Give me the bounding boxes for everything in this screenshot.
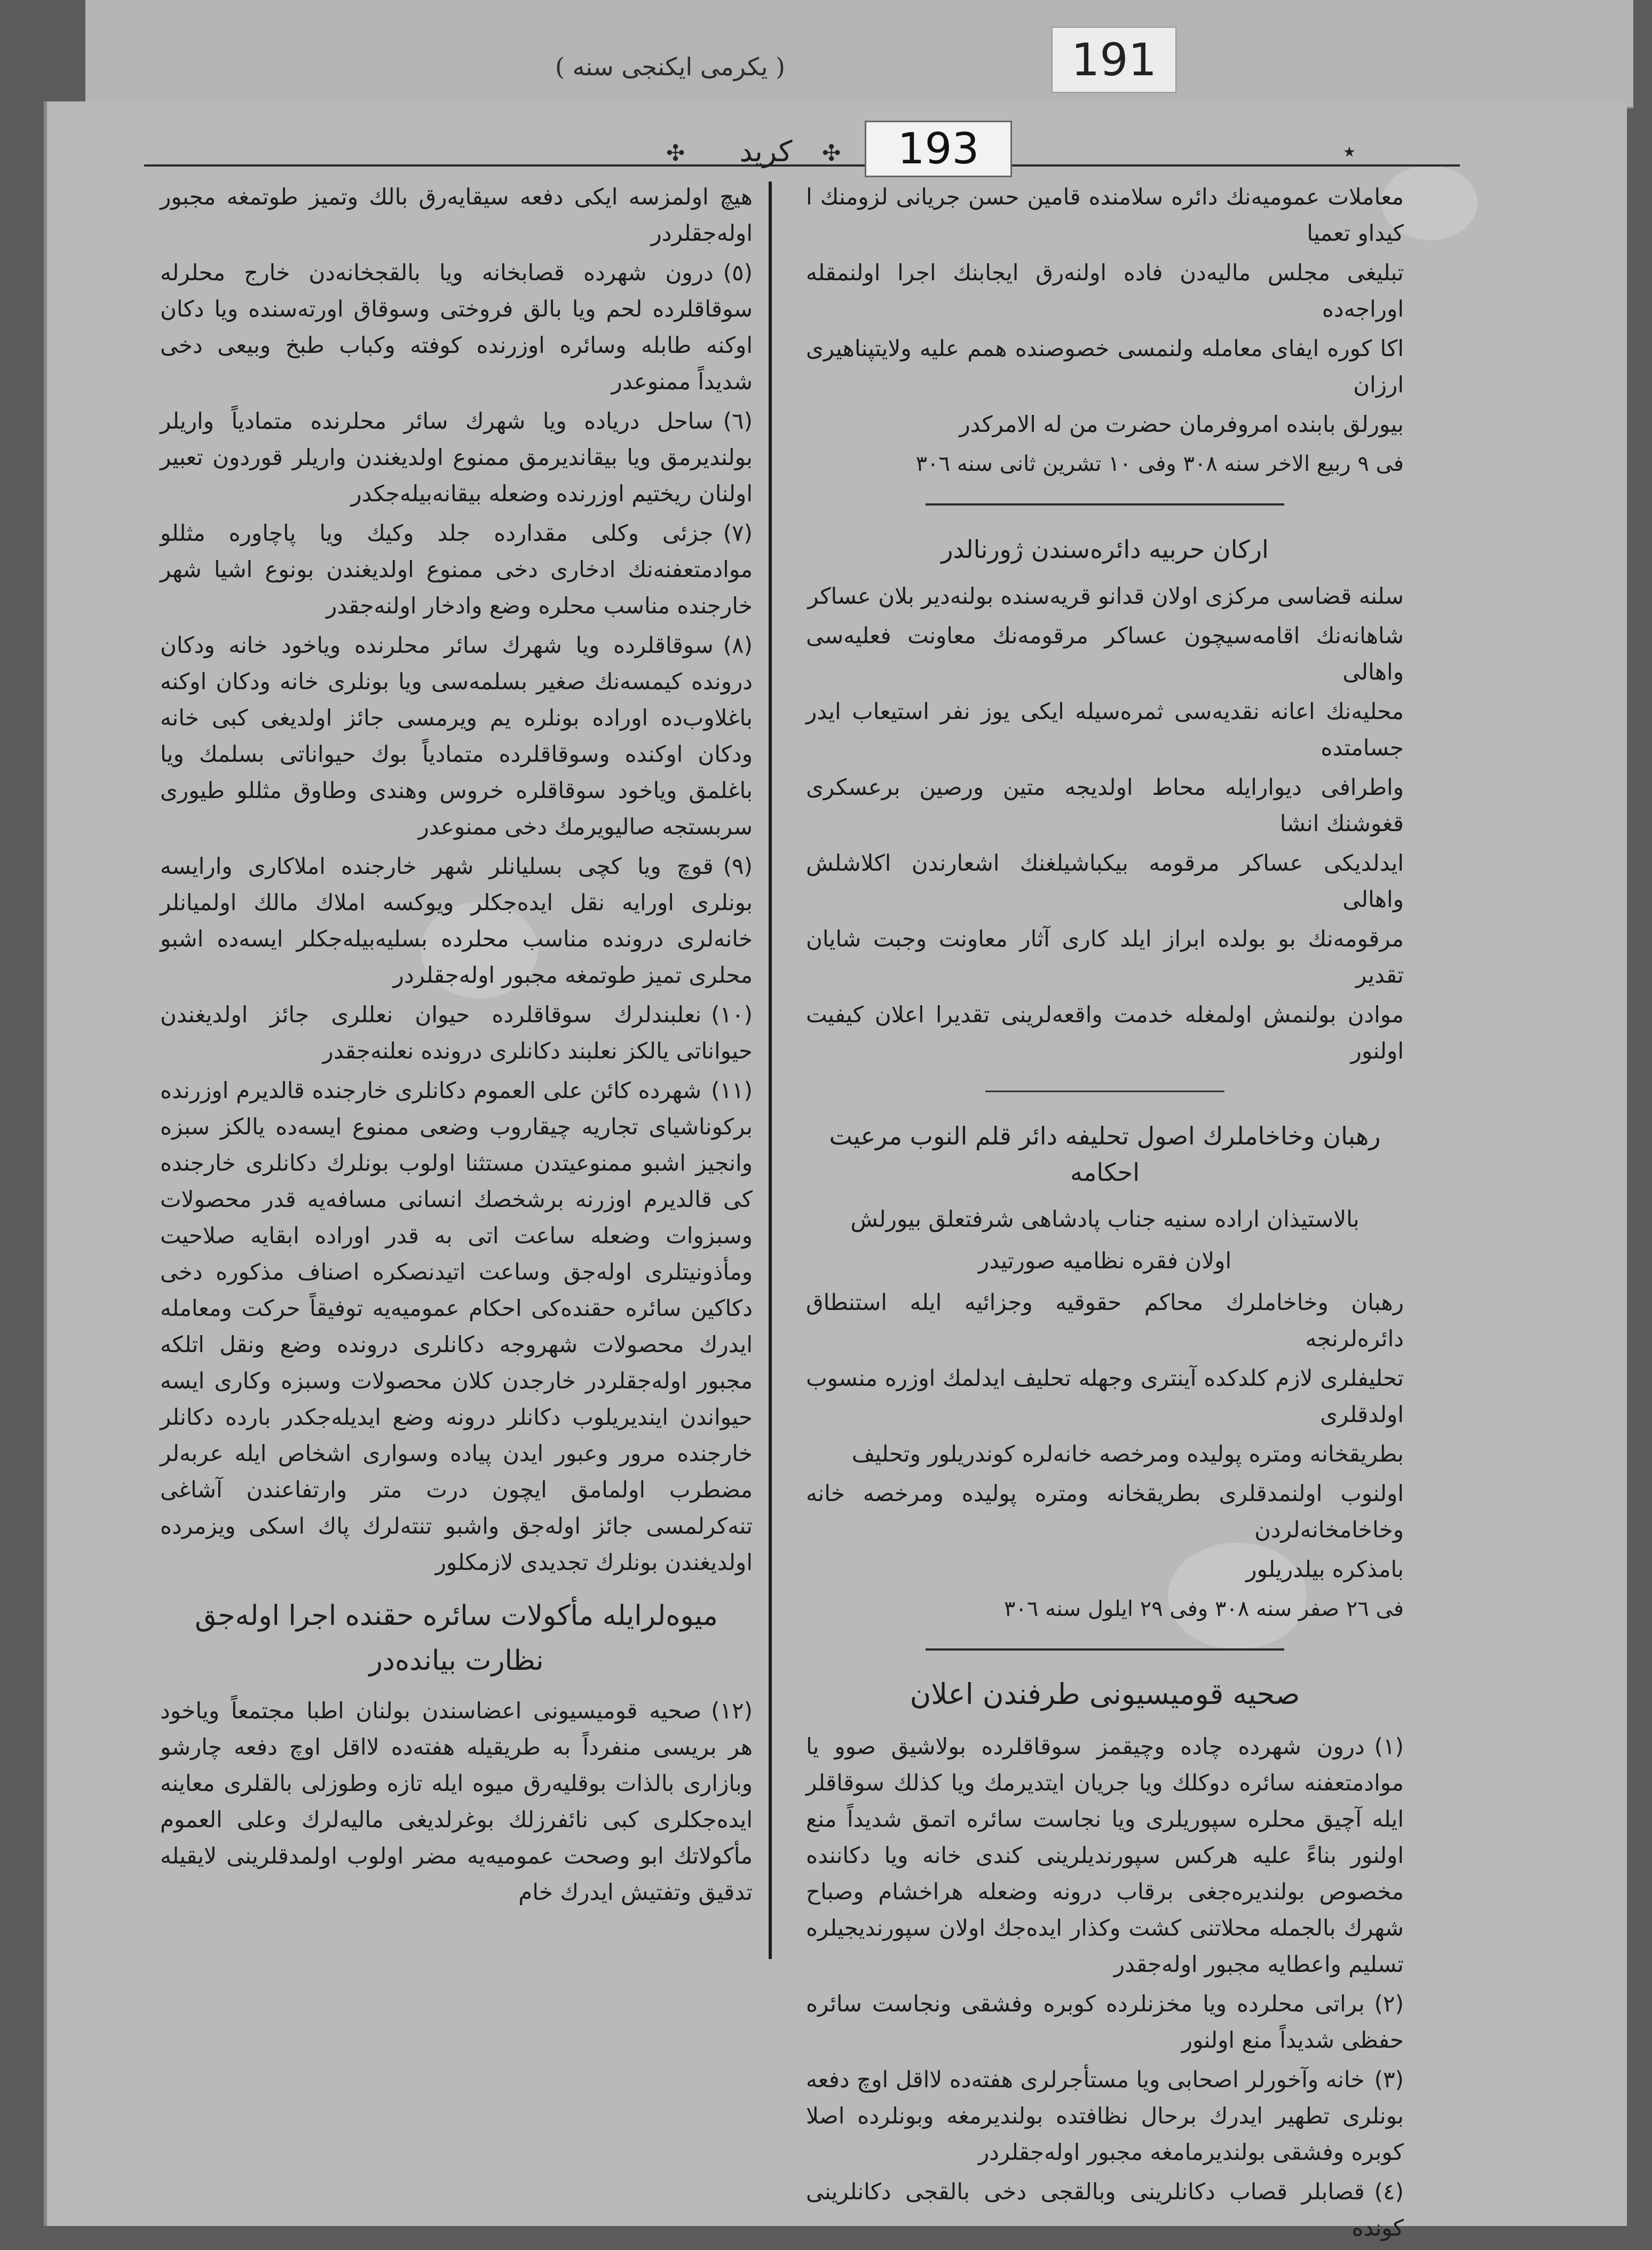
body-line: واطرافی دیوارایله محاط اولدیجه متین ورصین برعسکری قغوشنك انشا: [806, 774, 1404, 836]
star-icon: ٭: [1343, 138, 1356, 165]
numbered-paragraph: [160, 848, 753, 993]
intro-line: معاملات عمومیه‌نك دائره سلامنده قامین حسن جریانی لزومنك ا کیداو تعمیا: [806, 184, 1404, 246]
running-title: کرید: [739, 135, 793, 168]
heading-line: میوه‌لرایله مأکولات سائره حقنده اجرا اوله‌جق: [195, 1600, 718, 1632]
item-text: درون شهرده چاده وچیقمز سوقاقلرده بولاشیق صوو یا موادمتعفنه سائره دوکلك ویا جریان ایتدیرمك ویا كذلك سوقاقلر ایله آچیق محلره سپوریلری ویا نجاست سائره اتمق شدیداً منع اولنور بناءً علیه هرکس سپورندیلرینی کندی خانه ویا دکاننده مخصوص بولندیره‌جغی برقاب درونه وضعله هراخشام وصباح شهرك بالجمله محلاتنی کشت وکذار ایده‌جك اولان سپورندیجیلره تسلیم واعطایه مجبور اوله‌جقدر: [806, 1733, 1404, 1977]
item-number: (٦): [723, 408, 753, 434]
item-number: (١): [1374, 1733, 1404, 1759]
item-text: سوقاقلرده ویا شهرك سائر محلرنده ویاخود خانه ودکان درونده کیمسه‌نك صغیر بسلمه‌سی ویا بونلری خانه ودکان اوکنه باغلاوب‌ده اوراده بونلره یم ویرمسی جائز اولدیغی کبی خانه ودکان اوکنده وسوقاقلرده متمادیاً بوك حیواناتی بسلمك ویا باغلمق ویاخود سوقاقلره خروس وهندی وطاوق مثللو طیوری سربستجه صالیویرمك دخی ممنوعدر: [160, 632, 753, 840]
section-title: رهبان وخاخاملرك اصول تحلیفه دائر قلم النوب مرعیت احکامه: [829, 1122, 1381, 1187]
back-sheet: [85, 0, 1633, 108]
item-text: ساحل دریاده ویا شهرك سائر محلرنده متمادیاً واریلر بولندیرمق ویا بیقاندیرمق ممنوع اولدیغندن واریلر قوردون تعبیر اولنان ریختیم اوزرنده وضعله بیقانه‌بیله‌جکدر: [160, 408, 753, 507]
body-line: رهبان وخاخاملرك محاکم حقوقیه وجزائیه ایله استنطاق دائره‌لرنجه: [806, 1289, 1404, 1352]
item-text: براتی محلرده ویا مخزنلرده کوبره وفشقی ونجاست سائره حفظی شدیداً منع اولنور: [806, 1991, 1404, 2053]
numbered-paragraph: [160, 1693, 753, 1910]
section-rule: [985, 1091, 1224, 1092]
numbered-paragraph: [160, 997, 753, 1069]
item-number: (١٢): [711, 1698, 753, 1724]
item-text: صحیه قومیسیونی اعضاسندن بولنان اطبا مجتمعاً ویاخود هر بریسی منفرداً به طریقیله هفته‌ده لااقل اوچ دفعه چارشو وبازاری بالذات بوقلیه‌رق میوه ایله تازه وطوزلی بالقلری معاینه ایده‌جکلری کبی نائفرزلك بوغرلدیغی مالیه‌لرك وعلی العموم مأکولاتك ابو وصحت عمومیه‌یه مضر اولوب اولمدقلرینی لایقیله تدقیق وتفتیش ایدرك خام: [160, 1698, 753, 1905]
item-number: (١١): [711, 1077, 753, 1103]
section-rule: [926, 503, 1284, 506]
item-text: قصابلر قصاب دکانلرینی وبالقجی دخی بالقجی دکانلرینی کونده: [806, 2178, 1404, 2241]
item-text: درون شهرده قصابخانه ویا بالقجخانه‌دن خارج محلرله سوقاقلرده لحم ویا بالق فروختی وسوقاق اورته‌سنده ویا دکان اوکنه طابله وسائره اوزرنده کوفته وکباب طبخ وبیعی دخی شدیداً ممنوعدر: [160, 259, 753, 394]
intro-line: بیورلق بابنده امروفرمان حضرت من له الامرکدر: [959, 411, 1404, 437]
heading-line: نظارت بیانده‌در: [369, 1645, 544, 1677]
intro-line: تبلیغی مجلس مالیه‌دن فاده اولنه‌رق ایجابنك اجرا اولنمقله اوراجه‌ده: [806, 259, 1404, 322]
body-line: بطریقخانه ومتره پولیده ومرخصه خانه‌لره کوندریلور وتحلیف: [851, 1441, 1404, 1467]
item-number: (٩): [723, 853, 753, 879]
numbered-paragraph: [160, 255, 753, 400]
item-number: (٢): [1374, 1991, 1404, 2017]
item-text: جزئی وکلی مقدارده جلد وکیك ویا پاچاوره مثللو موادمتعفنه‌نك ادخاری دخی ممنوع اولدیغندن بونوع اشیا شهر خارجنده مناسب محلره وضع وادخار اولنه‌جقدر: [160, 520, 753, 619]
numbered-paragraph: [160, 1072, 753, 1581]
ornament-left-icon: ✣: [666, 140, 685, 166]
item-number: (٣): [1374, 2066, 1404, 2093]
page-number: 193: [865, 121, 1012, 177]
body-line: اولنوب اولنمدقلری بطریقخانه ومتره پولیده ومرخصه خانه وخاخامخانه‌لردن: [806, 1480, 1404, 1543]
numbered-paragraph: [160, 403, 753, 512]
body-line: موادن بولنمش اولمغله خدمت واقعه‌لرینی تقدیرا اعلان کیفیت اولنور: [806, 1001, 1404, 1064]
body-line: ایدلدیکی عساکر مرقومه بیکباشیلغنك اشعارندن اکلاشلش واهالی: [806, 850, 1404, 912]
item-text: نعلبندلرك سوقاقلرده حیوان نعللری جائز اولدیغندن حیواناتی یالکز نعلبند دکانلری درونده نعلنه‌جقدر: [160, 1001, 753, 1064]
left-column: [160, 179, 753, 1983]
item-number: (٨): [723, 632, 753, 658]
body-line: تحلیفلری لازم کلدکده آینتری وجهله تحلیف ایدلمك اوزره منسوب اولدقلری: [806, 1365, 1404, 1427]
section-title: ارکان حربیه دائره‌سندن ژورنالدر: [941, 535, 1269, 564]
body-line: بامذکره بیلدریلور: [1246, 1556, 1404, 1582]
item-text: قوچ ویا کچی بسلیانلر شهر خارجنده املاکاری وارایسه بونلری اورایه نقل ایده‌جکلر ویوکسه املاك مالك اولمیانلر خانه‌لری درونده مناسب محلرده بسلیه‌بیله‌جکلر ایسه‌ده اشبو محلری تمیز طوتمغه مجبور اوله‌جقلردر: [160, 853, 753, 988]
intro-line: هیچ اولمزسه ایکی دفعه سیقایه‌رق بالك وتمیز طوتمغه مجبور اوله‌جقلردر: [160, 184, 753, 246]
back-running-title: ( یکرمی ایکنجی سنه ): [555, 52, 785, 81]
item-text: شهرده کائن علی العموم دکانلری خارجنده قالدیرم اوزرنده برکوناشیای تجاریه چیقاروب وضعی ممنوع ایسه‌ده یالکز سبزه وانجیز اشبو ممنوعیتدن مستثنا اولوب بونلرك دکانلری خارجنده کی قالدیرم اوزرنه برشخصك انسانی مسافه‌یه قدر محصولات وسبزوات وضعله ساعت اتی به قدر اوراده ابقایه صلاحیت ومأذونیتلری اوله‌جق وساعت اتیدنصکره اصناف مذکوره دخی دکاکین سائره حقنده‌کی احکام عمومیه‌یه توفیقاً حرکت ومعامله ایدرك محصولات شهرو‌جه دکانلری درونده وضع ونقل اتلکه مجبور اوله‌جقلردر خارجدن کلان محصولات وسبزه وکاری ایسه حیواندن ایندیریلوب دکانلر درونه وضع ایدیله‌جکدر بارده دکانلر خارجنده مرور وعبور ایدن پیاده وسواری اشخاص ایله عربه‌لر مضطرب اولمامق ایچون درت متر وارتفاعندن آشاغی تنه‌کرلمسی جائز اوله‌جق واشبو تنته‌لرك پاك اسکی ویزمرده اولدیغندن بونلرك تجدیدی لازمکلور: [160, 1077, 753, 1575]
section-subtitle: اولان فقره نظامیه صورتیدر: [978, 1248, 1232, 1274]
intro-line: اکا کوره ایفای معامله ولنمسی خصوصنده همم علیه ولایتپناهیری ارزان: [806, 335, 1404, 398]
item-number: (٧): [723, 520, 753, 546]
date-line: فی ٢٦ صفر سنه ٣٠٨ وفی ٢٩ ایلول سنه ٣٠٦: [1003, 1597, 1404, 1621]
numbered-paragraph: [806, 1986, 1404, 2058]
body-line: شاهانه‌نك اقامه‌سیچون عساکر مرقومه‌نك معاونت فعلیه‌سی واهالی: [806, 622, 1404, 685]
item-number: (٤): [1374, 2178, 1404, 2205]
section-heading: [160, 1593, 753, 1683]
date-line: فی ٩ ربیع الاخر سنه ٣٠٨ وفی ١٠ تشرین ثانی سنه ٣٠٦: [915, 452, 1404, 476]
ornament-right-icon: ✣: [822, 140, 841, 166]
body-line: سلنه قضاسی مرکزی اولان قدانو قریه‌سنده بولنه‌دیر بلان عساکر: [808, 583, 1404, 609]
item-number: (٥): [723, 259, 753, 286]
back-page-number: 191: [1052, 27, 1176, 93]
numbered-paragraph: [806, 2174, 1404, 2246]
right-column: [806, 179, 1404, 2241]
numbered-paragraph: [160, 515, 753, 624]
section-rule: [926, 1648, 1284, 1651]
item-number: (١٠): [711, 1001, 753, 1028]
section-subtitle: بالاستیذان اراده سنیه جناب پادشاهی شرفتعلق بیورلش: [850, 1206, 1359, 1232]
item-text: خانه وآخورلر اصحابی ویا مستأجرلری هفته‌ده لااقل اوچ دفعه بونلری تطهیر ایدرك برحال نظافتده بولندیرمغه وبونلرده اصلا کوبره وفشقی بولندیرمامغه مجبور اوله‌جقلردر: [806, 2066, 1404, 2165]
column-divider: [769, 181, 772, 1959]
numbered-paragraph: [806, 1728, 1404, 1983]
section-title: صحیه قومیسیونی طرفندن اعلان: [910, 1677, 1300, 1711]
body-line: محلیه‌نك اعانه نقدیه‌سی ثمره‌سیله ایکی یوز نفر استیعاب ایدر جسامتده: [806, 698, 1404, 761]
numbered-paragraph: [160, 627, 753, 845]
body-line: مرقومه‌نك بو بولده ابراز ایلد کاری آثار معاونت وجبت شایان تقدیر: [806, 926, 1404, 988]
numbered-paragraph: [806, 2062, 1404, 2170]
